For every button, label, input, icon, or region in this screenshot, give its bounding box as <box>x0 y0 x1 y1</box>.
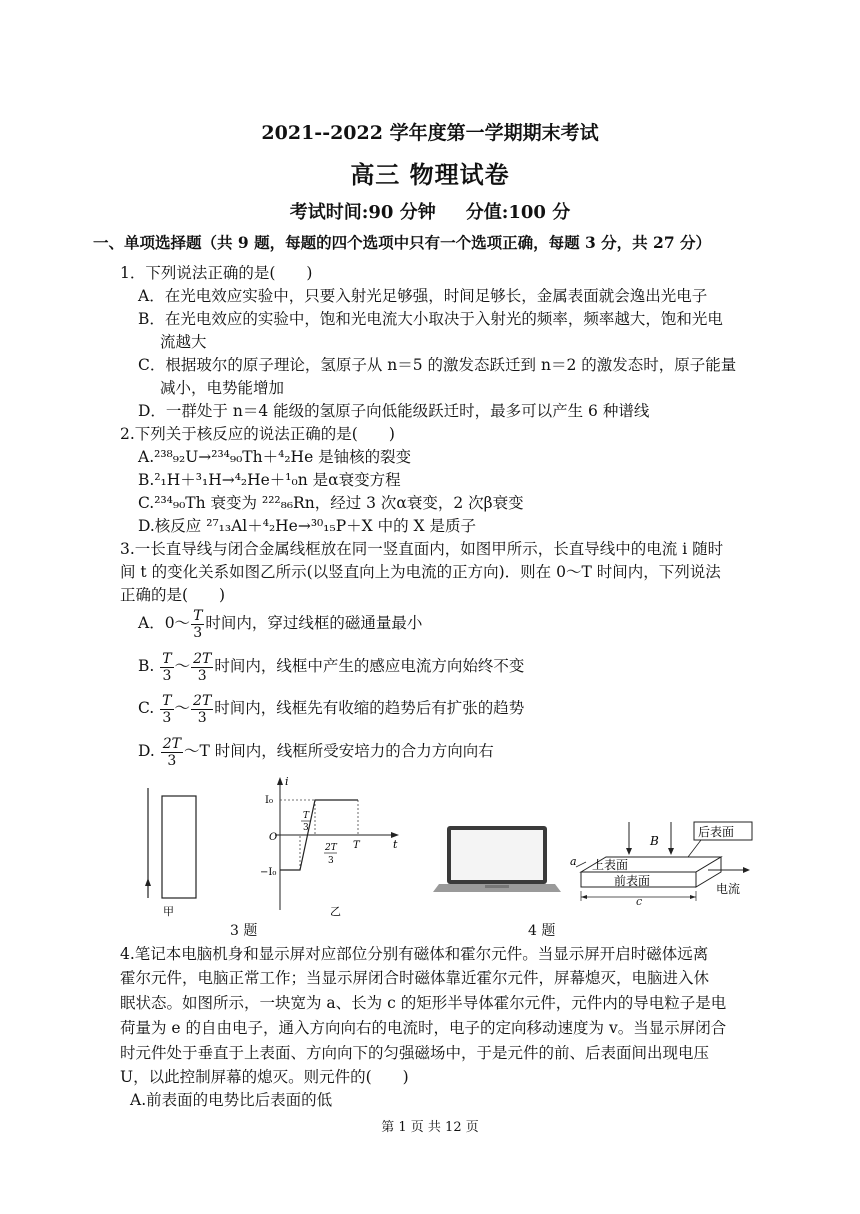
laptop-screen <box>451 830 543 880</box>
i-axis-arrow-icon <box>277 777 283 785</box>
q3-option-b: B. $\frac{T}{3}$ ～ $\frac{2T}{3}$ 时间内，线框中产生的感应电流方向始终不变 <box>138 650 525 684</box>
figure-caption-4: 4 题 <box>528 923 556 939</box>
q1-option-c: C．根据玻尔的原子理论，氢原子从 n＝5 的激发态跃迁到 n＝2 的激发态时，原子能量 <box>138 356 737 374</box>
i-axis-label: i <box>285 775 289 788</box>
q3-option-d: D. $\frac{2T}{3}$ ～T 时间内，线框所受安培力的合力方向向右 <box>138 735 494 769</box>
t-label: T <box>353 840 360 851</box>
page-footer: 第 1 页 共 12 页 <box>381 1120 479 1135</box>
c-label: c <box>636 895 643 908</box>
exam-score: 分值:100 分 <box>465 202 571 223</box>
q1-stem: 1．下列说法正确的是( ) <box>120 264 313 282</box>
a-label: a <box>570 855 577 868</box>
current-arrow-icon <box>145 878 151 886</box>
neg-i0-label: −I₀ <box>260 867 277 878</box>
q2-option-d: D.核反应 ²⁷₁₃Al＋⁴₂He→³⁰₁₅P＋X 中的 X 是质子 <box>138 517 476 535</box>
q1-option-b: B．在光电效应的实验中，饱和光电流大小取决于入射光的频率，频率越大，饱和光电 <box>138 310 723 328</box>
back-surface-label: 后表面 <box>698 825 735 839</box>
t-axis-label: t <box>393 838 398 851</box>
front-surface-label: 前表面 <box>614 874 651 888</box>
q1-option-d: D．一群处于 n＝4 能级的氢原子向低能级跃迁时，最多可以产生 6 种谱线 <box>138 402 650 420</box>
q4-line-3: 眠状态。如图所示，一块宽为 a、长为 c 的矩形半导体霍尔元件，元件内的导电粒子是电 <box>120 994 727 1012</box>
i0-label: I₀ <box>265 795 273 806</box>
exam-info <box>0 198 860 224</box>
current-label: 电流 <box>716 882 741 896</box>
q2-option-b: B.²₁H＋³₁H→⁴₂He＋¹₀n 是α衰变方程 <box>138 471 401 489</box>
metal-loop <box>162 796 196 898</box>
q4-line-2: 霍尔元件，电脑正常工作；当显示屏闭合时磁体靠近霍尔元件，屏幕熄灭，电脑进入休 <box>120 969 710 987</box>
q1-option-a: A．在光电效应实验中，只要入射光足够强，时间足够长，金属表面就会逸出光电子 <box>138 287 708 305</box>
q4-line-6: U，以此控制屏幕的熄灭。则元件的( ) <box>120 1068 409 1086</box>
q3-option-c: C. $\frac{T}{3}$ ～ $\frac{2T}{3}$ 时间内，线框先有收缩的趋势后有扩张的趋势 <box>138 692 525 726</box>
t3-den: 3 <box>303 823 309 833</box>
b-field-arrow-icon <box>668 848 674 855</box>
q2-stem: 2.下列关于核反应的说法正确的是( ) <box>120 425 395 443</box>
section-heading: 一、单项选择题（共 9 题，每题的四个选项中只有一个选项正确，每题 3 分，共 27 分） <box>93 233 712 252</box>
q3-option-a: A．0～ $\frac{T}{3}$ 时间内，穿过线框的磁通量最小 <box>138 607 423 641</box>
figure-jia-wire-and-loop <box>135 780 215 920</box>
q4-option-a: A.前表面的电势比后表面的低 <box>130 1091 333 1109</box>
figure-hall-element <box>566 817 791 912</box>
top-surface-label: 上表面 <box>592 858 629 872</box>
b-field-arrow-icon <box>626 848 632 855</box>
fraction-t-over-3: $\frac{T}{3}$ <box>193 607 203 641</box>
figure-yi-current-graph <box>255 775 405 920</box>
t23-den: 3 <box>328 856 334 866</box>
q3-stem-2: 间 t 的变化关系如图乙所示(以竖直向上为电流的正方向)．则在 0～T 时间内，下列说法 <box>120 563 721 581</box>
q2-option-a: A.²³⁸₉₂U→²³⁴₉₀Th＋⁴₂He 是铀核的裂变 <box>138 448 412 466</box>
origin-label: O <box>269 832 278 843</box>
t23-num: 2T <box>325 843 337 853</box>
q4-line-4: 荷量为 e 的自由电子，通入方向向右的电流时，电子的定向移动速度为 v。当显示屏闭合 <box>120 1019 727 1037</box>
t3-num: T <box>303 811 310 821</box>
b-label: B <box>650 834 659 848</box>
laptop-image <box>433 822 563 897</box>
figure-caption-3: 3 题 <box>230 923 258 939</box>
q3-stem-3: 正确的是( ) <box>120 586 226 604</box>
exam-subject-title: 高三 物理试卷 <box>350 160 510 189</box>
fig-yi-label: 乙 <box>330 905 341 918</box>
q4-line-5: 时元件处于垂直于上表面、方向向下的匀强磁场中，于是元件的前、后表面间出现电压 <box>120 1044 710 1062</box>
q1-option-c-cont: 减小，电势能增加 <box>160 379 285 397</box>
q1-option-b-cont: 流越大 <box>160 333 207 351</box>
q3-stem-1: 3.一长直导线与闭合金属线框放在同一竖直面内，如图甲所示，长直导线中的电流 i 随时 <box>120 540 724 558</box>
fig-jia-label: 甲 <box>163 905 174 918</box>
q4-line-1: 4.笔记本电脑机身和显示屏对应部位分别有磁体和霍尔元件。当显示屏开启时磁体远离 <box>120 945 709 963</box>
exam-title: 2021--2022 学年度第一学期期末考试 <box>261 122 599 144</box>
exam-time: 考试时间:90 分钟 <box>289 202 436 223</box>
current-arrow-icon <box>743 867 750 873</box>
q2-option-c: C.²³⁴₉₀Th 衰变为 ²²²₈₆Rn，经过 3 次α衰变，2 次β衰变 <box>138 494 524 512</box>
